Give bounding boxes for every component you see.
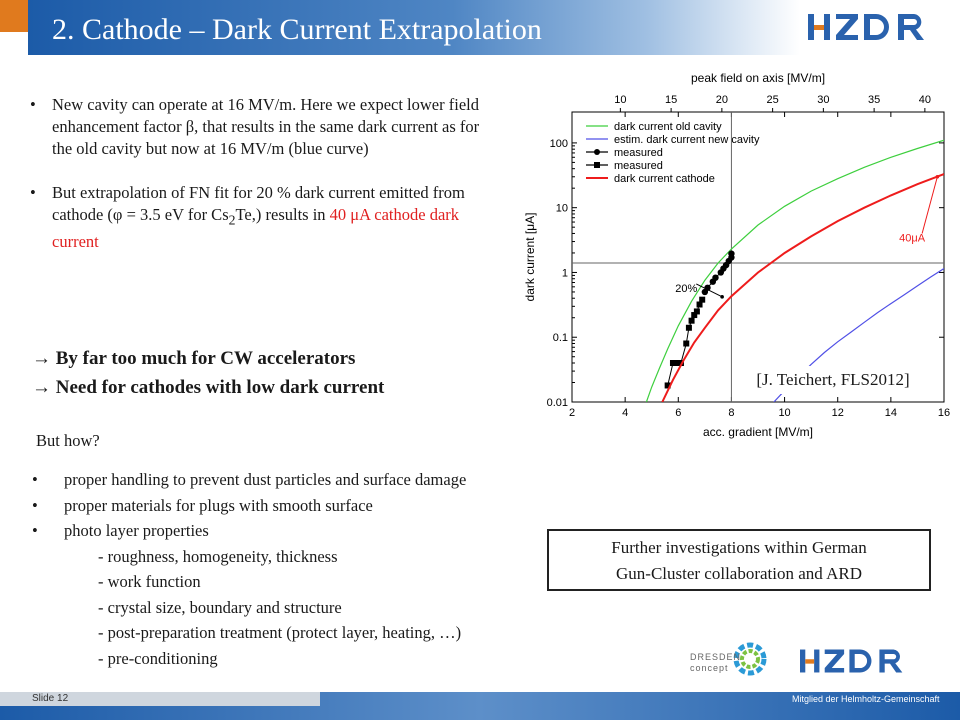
measured-point-square [686,325,692,331]
annotation-label: 40μA [899,232,926,245]
legend-marker-circle [594,149,600,155]
legend-label: measured [614,147,663,159]
measure-sub-item: - post-preparation treatment (protect layer, heating, …) [98,623,462,642]
measure-item: • proper materials for plugs with smooth surface [32,493,466,519]
info-box [547,529,931,591]
top-tick-label: 15 [664,94,678,106]
bullet-dot: • [32,495,38,515]
measure-sub-item: - pre-conditioning [98,648,218,668]
legend-marker-square [594,162,600,168]
top-tick-label: 25 [766,94,779,106]
arrow-icon: → [32,348,51,369]
question-text: But how? [36,431,100,450]
measure-sub-item: - work function [98,572,201,591]
legend-label: dark current cathode [614,173,715,185]
y-axis-label: dark current [μA] [523,212,537,302]
measured-point-square [673,360,679,366]
citation: [J. Teichert, FLS2012] [732,366,934,394]
x-tick-label: 16 [937,407,951,419]
intro-bullets [30,94,500,275]
legend-label: measured [614,160,663,172]
highlight-red: 40 μA cathode dark current [52,205,460,252]
x-tick-label: 2 [568,407,576,419]
info-box-line-2: Gun-Cluster collaboration and ARD [616,564,862,583]
measured-point-square [699,297,705,303]
bullet-text-b: Te,) results in [235,205,330,224]
hzdr-logo-footer [796,646,924,676]
arrow-icon: → [32,377,51,398]
measure-sub-item: - crystal size, boundary and structure [98,597,342,617]
measured-point-circle [712,274,718,280]
bullet-new-cavity [30,94,500,160]
measures-list [32,467,466,671]
measure-sub-item: - roughness, homogeneity, thickness [98,546,338,566]
measure-item: • photo layer properties [32,518,466,544]
slide-number: Slide 12 [32,693,69,704]
title-bar [0,0,960,62]
annotation-arrowhead [720,295,724,299]
top-tick-label: 30 [817,94,830,106]
bullet-text: But extrapolation of FN fit for 20 % dark current emitted from cathode (φ = 3.5 eV for Cs [52,183,465,224]
bullet-dot: • [30,95,36,114]
bullet-dot: • [30,183,36,202]
bullet-extrapolation [30,182,500,253]
title-accent-orange [0,0,28,32]
subscript: 2 [228,212,236,228]
x-axis-label: acc. gradient [MV/m] [702,425,814,439]
bullet-dot: • [32,470,38,489]
dresden-concept-text: DRESDEN concept [690,652,742,673]
top-axis-label: peak field on axis [MV/m] [690,71,826,85]
annotation-label: 20% [675,282,698,295]
top-tick-label: 40 [918,94,931,106]
x-tick-label: 12 [831,407,844,419]
x-tick-label: 4 [622,407,629,419]
measured-point-square [694,308,700,314]
conclusion-2: → Need for cathodes with low dark current [32,377,385,398]
y-tick-label: 0.01 [546,397,568,409]
x-tick-label: 6 [675,407,682,419]
top-tick-label: 20 [715,94,728,106]
y-tick-label: 1 [561,267,568,280]
conclusions [32,344,384,402]
helmholtz-membership: Mitglied der Helmholtz-Gemeinschaft [792,694,940,704]
y-tick-label: 100 [549,137,568,150]
legend-label: estim. dark current new cavity [614,134,760,146]
slide-title: 2. Cathode – Dark Current Extrapolation [52,13,542,46]
x-tick-label: 10 [778,407,791,419]
x-tick-label: 8 [728,407,735,419]
hzdr-logo [806,10,946,44]
measured-point-square [683,341,689,347]
bullet-dot: • [32,521,38,540]
measured-point-square [689,318,695,324]
hzdr-logo-text: HZDR [806,10,809,11]
measured-point-circle [728,250,734,256]
top-tick-label: 35 [867,94,881,106]
y-tick-label: 10 [555,202,568,215]
bullet-text: New cavity can operate at 16 MV/m. Here we expect lower field enhancement factor β, that results in the same dark current as for the old cavity but now at 16 MV/m (blue curve) [52,95,480,158]
legend-label: dark current old cavity [614,121,722,133]
measure-item: • proper handling to prevent dust particles and surface damage [32,467,466,493]
info-box-line-1: Further investigations within German [611,538,867,557]
annotation-arrowhead [936,175,940,179]
annotation-arrow [922,177,937,234]
x-tick-label: 14 [884,407,897,419]
top-tick-label: 10 [614,94,627,106]
conclusion-1: → By far too much for CW accelerators [32,348,356,369]
y-tick-label: 0.1 [552,332,568,345]
